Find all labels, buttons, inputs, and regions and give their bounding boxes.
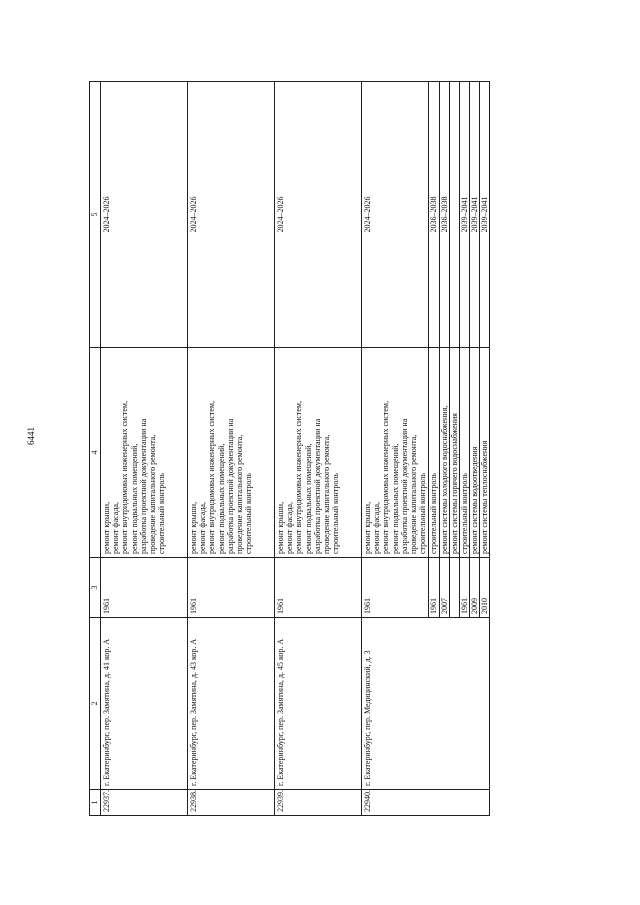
work-cell: ремонт системы горячего водоснабжения (449, 348, 459, 558)
year-cell: 2007 (439, 558, 449, 618)
repair-schedule-table (89, 81, 490, 816)
work-cell: ремонт системы теплоснабжения (480, 348, 490, 558)
header-col-1: 1 (90, 790, 101, 816)
work-line: ремонт фасада, (198, 502, 208, 554)
work-line: строительный контроль (157, 473, 167, 554)
header-col-2: 2 (90, 618, 101, 790)
header-col-3: 3 (90, 558, 101, 618)
work-line: ремонт крыши, (276, 501, 285, 554)
work-line: ремонт фасада, (372, 502, 382, 554)
row-number: 22938. (188, 790, 275, 816)
period-cell: 2024–2026 (188, 82, 275, 348)
header-col-4: 4 (90, 348, 101, 558)
period-cell (449, 82, 459, 348)
page-number: 6441 (26, 427, 36, 445)
work-line: строительный контроль (244, 473, 254, 554)
period-cell: 2024–2026 (362, 82, 429, 348)
year-cell: 2009 (470, 558, 480, 618)
work-line: ремонт фасада, (111, 502, 121, 554)
work-line: ремонт подвальных помещений, (390, 443, 400, 554)
year-cell: 1961 (275, 558, 362, 618)
work-line: ремонт крыши, (102, 501, 111, 554)
work-line: проведение капитального ремонта, (321, 434, 331, 554)
work-line: проведение капитального ремонта, (147, 434, 157, 554)
table-row (188, 82, 275, 816)
works-cell (188, 348, 275, 558)
work-line: разработка проектной документации на (138, 418, 148, 554)
row-number: 22940. (362, 790, 490, 816)
period-cell: 2024–2026 (101, 82, 188, 348)
year-cell: 2010 (480, 558, 490, 618)
period-cell: 2039–2041 (459, 82, 469, 348)
period-cell: 2036–2038 (439, 82, 449, 348)
address-cell: г. Екатеринбург, пер. Медицинский, д. 3 (362, 618, 490, 790)
work-cell: строительный контроль (429, 348, 439, 558)
work-cell: ремонт системы холодного водоснабжения, (439, 348, 449, 558)
address-cell: г. Екатеринбург, пер. Замятина, д. 41 кор. А (101, 618, 188, 790)
header-col-5: 5 (90, 82, 101, 348)
work-line: разработка проектной документации на (312, 418, 322, 554)
year-cell: 1961 (362, 558, 429, 618)
header-row (90, 82, 101, 816)
period-cell: 2024–2026 (275, 82, 362, 348)
year-cell: 1961 (429, 558, 439, 618)
address-cell: г. Екатеринбург, пер. Замятина, д. 43 кор. А (188, 618, 275, 790)
works-cell (101, 348, 188, 558)
works-cell (362, 348, 429, 558)
year-cell: 1961 (101, 558, 188, 618)
work-cell: ремонт системы водоотведения (470, 348, 480, 558)
period-cell: 2039–2041 (470, 82, 480, 348)
row-number: 22937. (101, 790, 188, 816)
year-cell (449, 558, 459, 618)
year-cell: 1961 (188, 558, 275, 618)
year-cell: 1961 (459, 558, 469, 618)
rotated-table-container (89, 81, 530, 816)
row-number: 22939. (275, 790, 362, 816)
work-line: проведение капитального ремонта, (234, 434, 244, 554)
work-line: ремонт фасада, (285, 502, 295, 554)
work-line: строительный контроль (418, 473, 428, 554)
table-row (362, 82, 429, 816)
address-cell: г. Екатеринбург, пер. Замятина, д. 45 кор. А (275, 618, 362, 790)
table-row (101, 82, 188, 816)
work-line: проведение капитального ремонта, (408, 434, 418, 554)
work-line: разработка проектной документации на (399, 418, 409, 554)
work-line: разработка проектной документации на (225, 418, 235, 554)
work-line: ремонт крыши, (363, 501, 372, 554)
work-line: ремонт внутридомовых инженерных систем, (381, 401, 391, 554)
work-line: ремонт крыши, (189, 501, 198, 554)
period-cell: 2036–2038 (429, 82, 439, 348)
work-line: ремонт подвальных помещений, (216, 443, 226, 554)
table-row (275, 82, 362, 816)
work-line: ремонт подвальных помещений, (303, 443, 313, 554)
work-line: ремонт подвальных помещений, (129, 443, 139, 554)
works-cell (275, 348, 362, 558)
work-line: ремонт внутридомовых инженерных систем, (207, 401, 217, 554)
work-line: ремонт внутридомовых инженерных систем, (120, 401, 130, 554)
work-line: ремонт внутридомовых инженерных систем, (294, 401, 304, 554)
work-line: строительный контроль (331, 473, 341, 554)
period-cell: 2039–2041 (480, 82, 490, 348)
work-cell: строительный контроль (459, 348, 469, 558)
